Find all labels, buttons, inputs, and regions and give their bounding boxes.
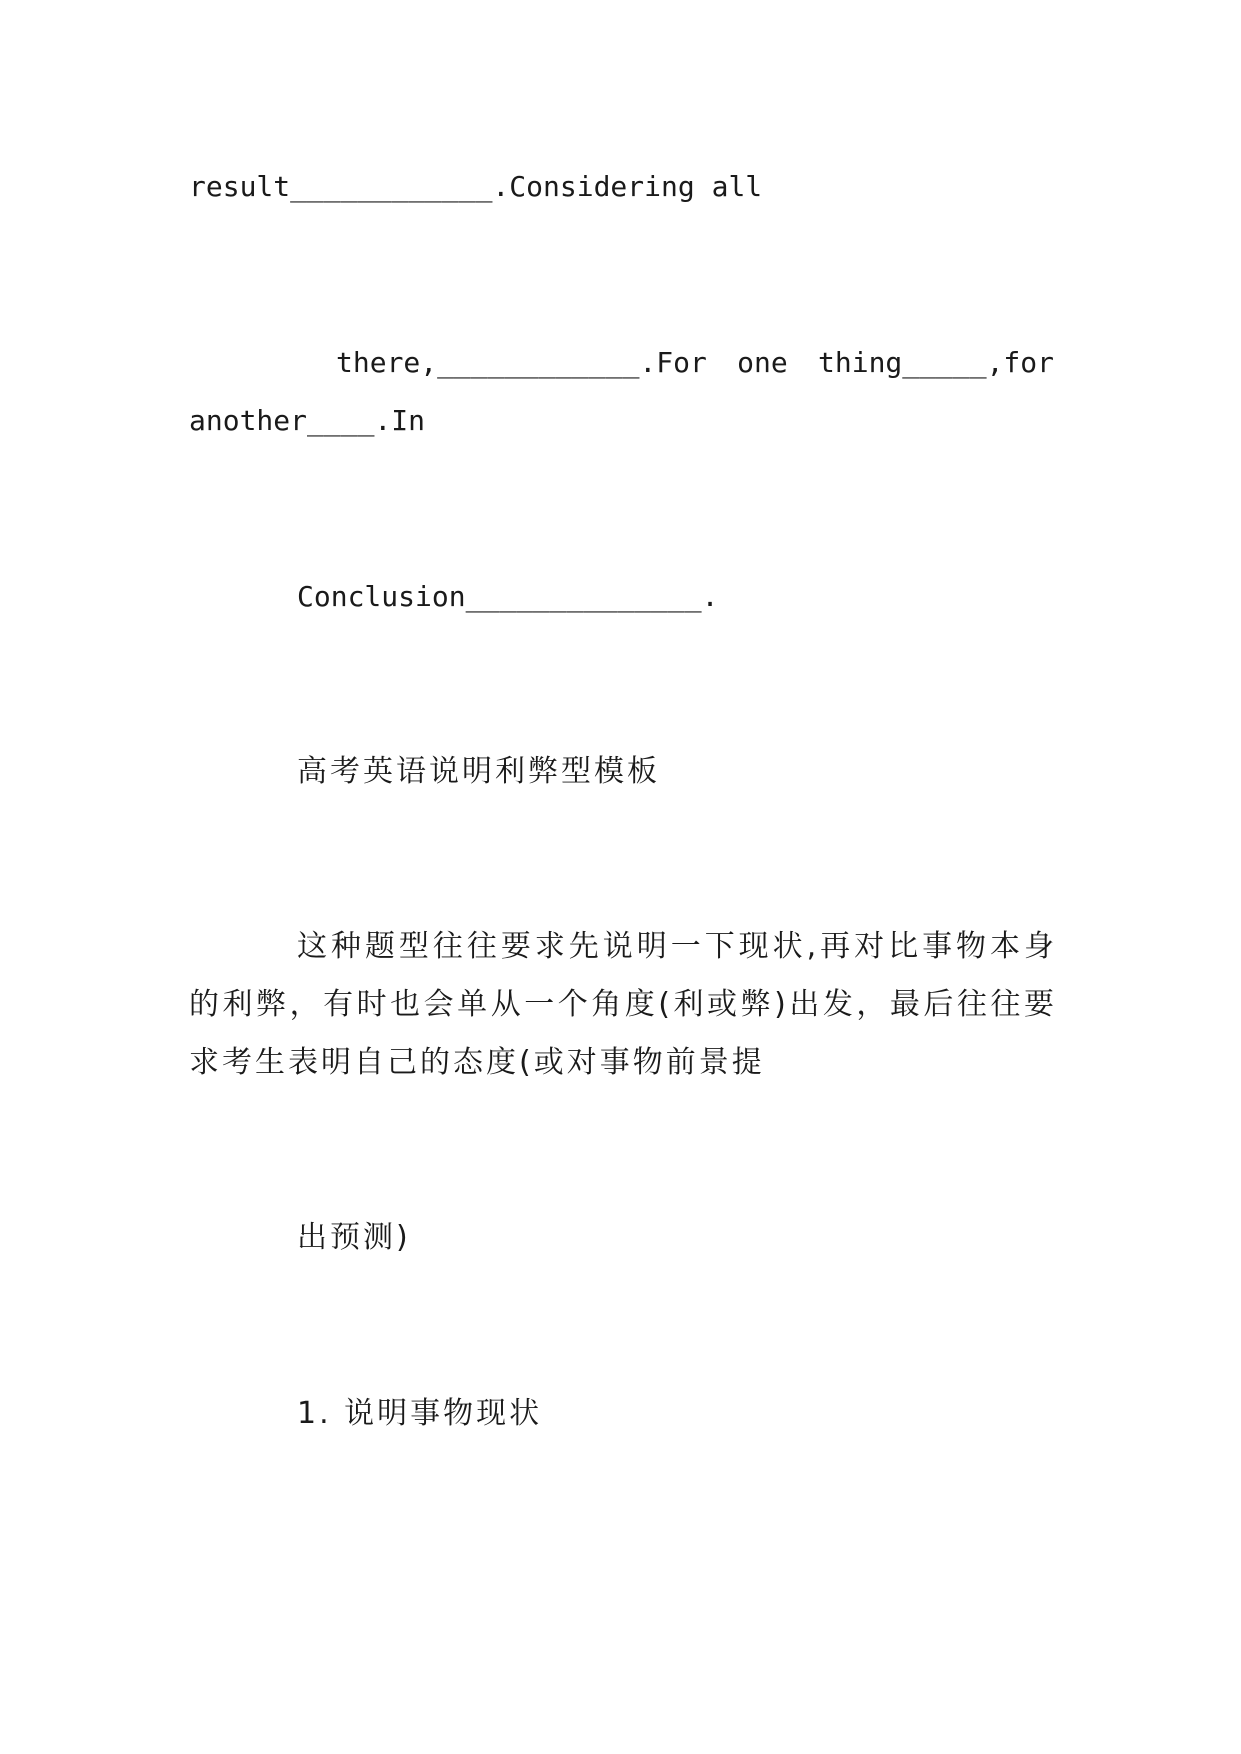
paragraph-line-3: 求考生表明自己的态度(或对事物前景提 [189, 1045, 765, 1080]
section-heading: 高考英语说明利弊型模板 [297, 754, 660, 789]
paragraph-line-2: 的利弊，有时也会单从一个角度(利或弊)出发，最后往往要 [189, 987, 1054, 1022]
paragraph-line-4: 出预测) [297, 1220, 411, 1255]
text-line-conclusion: Conclusion______________. [297, 580, 719, 613]
paragraph-line-1: 这种题型往往要求先说明一下现状,再对比事物本身 [297, 929, 1054, 964]
list-item-1: 1. 说明事物现状 [297, 1396, 543, 1431]
text-line-result: result____________.Considering all [189, 170, 763, 203]
text-line-another: another____.In [189, 404, 426, 437]
text-line-there: there,____________.For one thing_____,for [336, 346, 1054, 379]
